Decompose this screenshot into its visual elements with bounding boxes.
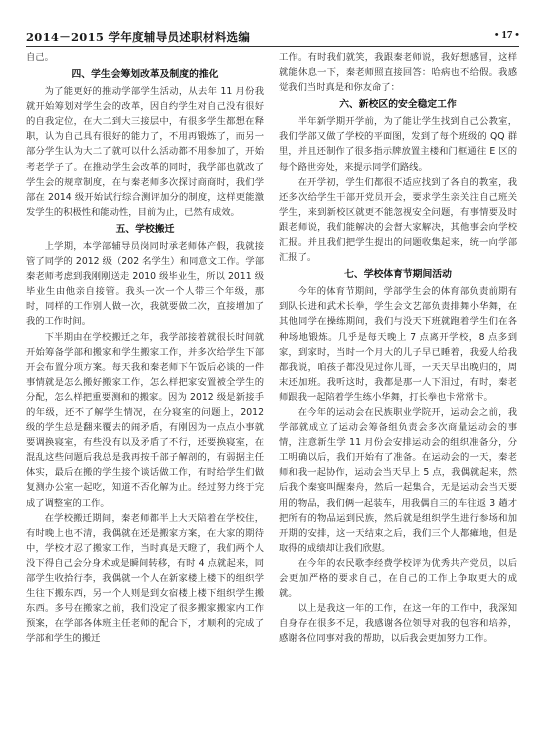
paragraph: 在开学初，学生们都很不适应找到了各自的教室，我还多次给学生干部开党员开会，要求学生亲关注自己班关学生，来到新校区就更不能忽视安全问题，有事情要及时跟老师说，我们能解决的会督大家解决，其他事会向学校汇报。并且我们把学生提出的问题收集起来，统一向学部汇报了。 bbox=[279, 176, 517, 264]
paragraph: 在今年的农民歌李经费学校评为优秀共产党员，以后会更加严格的要求自己，在自己的工作上争取更大的成就。 bbox=[279, 557, 517, 600]
section-heading-7: 七、学校体育节期间活动 bbox=[344, 269, 452, 281]
paragraph: 半年新学期开学前，为了能让学生找到自己公教室，我们学部又做了学校的平面图，发到了每个班级的 QQ 群里，并且还制作了很多指示牌放置主楼和门框通往 E 区的每个路世旁处，来提示同学们路线。 bbox=[279, 116, 517, 173]
paragraph: 在学校搬迁期间，秦老师都半上大天陪着在学校住，有时晚上也不清，我偶就在还是搬家方案，在大家的期待中，学校才忍了搬家工作，当时真是天瞪了，我们两个人没下得自己会分身术或是瞬间转移，有时 4 点就起来，同部学生收拾行李，我偶就一个人在新家楼上楼下的组织学生往下搬东西，另一个人则是到女宿楼上楼下组织学生搬东西。多号在搬家之前，我们没定了很多搬家搬家内工作预案，在学部各体班主任老师的配合下，才顺利的完成了学部和学生的搬迁 bbox=[26, 512, 264, 645]
continued-text: 自己。 bbox=[26, 52, 54, 63]
paragraph: 今年的体育节期间，学部学生会的体育部负责前期有到队长进和武术长拳，学生会文艺部负责排舞小华舞，在其他同学在操练期间，我们与没天下班就跑着学生们在各种场地锻炼。几乎是每天晚上 7 点离开学校，8 点多到家，到家时，当时一个月大的儿子早已睡着，我爱人给我都我说，咱孩子都没见过你儿哥，一天天早出晚归的，周末还加班。我听这时，我都是那一人下泪过，有时，秦老师跟我一起陪着学生练小华舞，打长拳也卡常常卡。 bbox=[279, 286, 517, 403]
section-heading-6: 六、新校区的安全稳定工作 bbox=[339, 99, 457, 111]
running-title: 2014－2015 学年度辅导员述职材料选编 bbox=[26, 30, 251, 44]
section-heading-4: 四、学生会筹划改革及制度的推化 bbox=[71, 69, 219, 81]
page-header bbox=[26, 28, 519, 47]
left-column bbox=[26, 50, 264, 646]
section-heading-5: 五、学校搬迁 bbox=[115, 223, 175, 235]
paragraph: 下半期由在学校搬迁之年，我学部接着就很长时间就开始筹备学部和搬家和学生搬家工作，并多次给学生下部开会布置分项方案。每天我和秦老师下午饭后必谈的一件事情就是怎么搬好搬家工作，怎么样把家安置被全学生的分配，怎么样把重要测和的搬家。因为 2012 级是新接手的年级，还不了解学生情况，在分寝室的问题上，2012 级的学生总是翻来覆去的闹矛盾，有刚因为一点点小事就要调换寝室，有些没有以及矛盾了不行，还要换寝室，在混乱这些问题后我总是我再按千部子解剖的，有弱据主任体实，最后在搬的学生接个谈话做工作，有时给学生们做复测办公室一起吃，知道不否化解为止。经过努力终于完成了调整室的工作。 bbox=[26, 331, 264, 509]
right-column bbox=[279, 50, 517, 646]
paragraph: 以上是我这一年的工作，在这一年的工作中，我深知自身存在很多不足，我感谢各位领导对我的包容和培养，感谢各位同事对我的帮助，以后我会更加努力工作。 bbox=[279, 603, 517, 645]
page-number: • 17 • bbox=[494, 29, 519, 41]
paragraph: 上学期，本学部辅导员岗同时承老师体产假，我就接管了同学的 2012 级（202 名学生）和同意文工作。学部秦老师考虑到我刚刚送走 2010 级毕业生，所以 2011 级毕业生由他亲自接管。我头一次一个人带三个年级，那时，同样的工作别人做一次，我就要做二次，直接增加了我的工作时间。 bbox=[26, 240, 264, 328]
continued-text: 工作。有时我们就笑，我跟秦老师说，我好想感冒，这样就能休息一下，秦老师照直接回答：哈病也不给假。我感觉我们当时真是和你友命了： bbox=[279, 52, 517, 94]
paragraph: 在今年的运动会在民族职业学院开，运动会之前，我学部就成立了运动会筹备组负责会多次商量运动会的事情，注意新生学 11 月份会安排运动会的组织准备分，分工明确以后，我们开始有了准备。在运动会的一天，秦老师和我一起协作，运动会当天早上 5 点，我偶就起来，然后我个秦宴叫醒秦舟，然后一起集合，无是运动会当天要用的物品，我们俩一起装车，用我偶自三的车往返 3 趟才把所有的物品运到民族，然后就是组织学生进行参场和加开期的安排，这一天结束之后，我们三个人都瘫地，但是取得的成绩却让我们欣慰。 bbox=[279, 406, 517, 554]
paragraph: 为了能更好的推动学部学生活动，从去年 11 月份我就开始筹划对学生会的改革，因自约学生对自己没有很好的自我定位，在大二到大三接层中，有很多学生都想在释职，认为自己具有很好的能力了，不用再锻炼了，而另一部分学生认为大二了就可以什么活动都不用参加了，开始考老学子了。在推动学生会改革的同时，我学部也就改了学生会的规章制度，在与秦老师多次探讨商商时，我们学部在 2014 级开始试行综合测评加分的制度，这样更能激发学生的积极性和能动性，目前为止，已然有成效。 bbox=[26, 86, 264, 218]
